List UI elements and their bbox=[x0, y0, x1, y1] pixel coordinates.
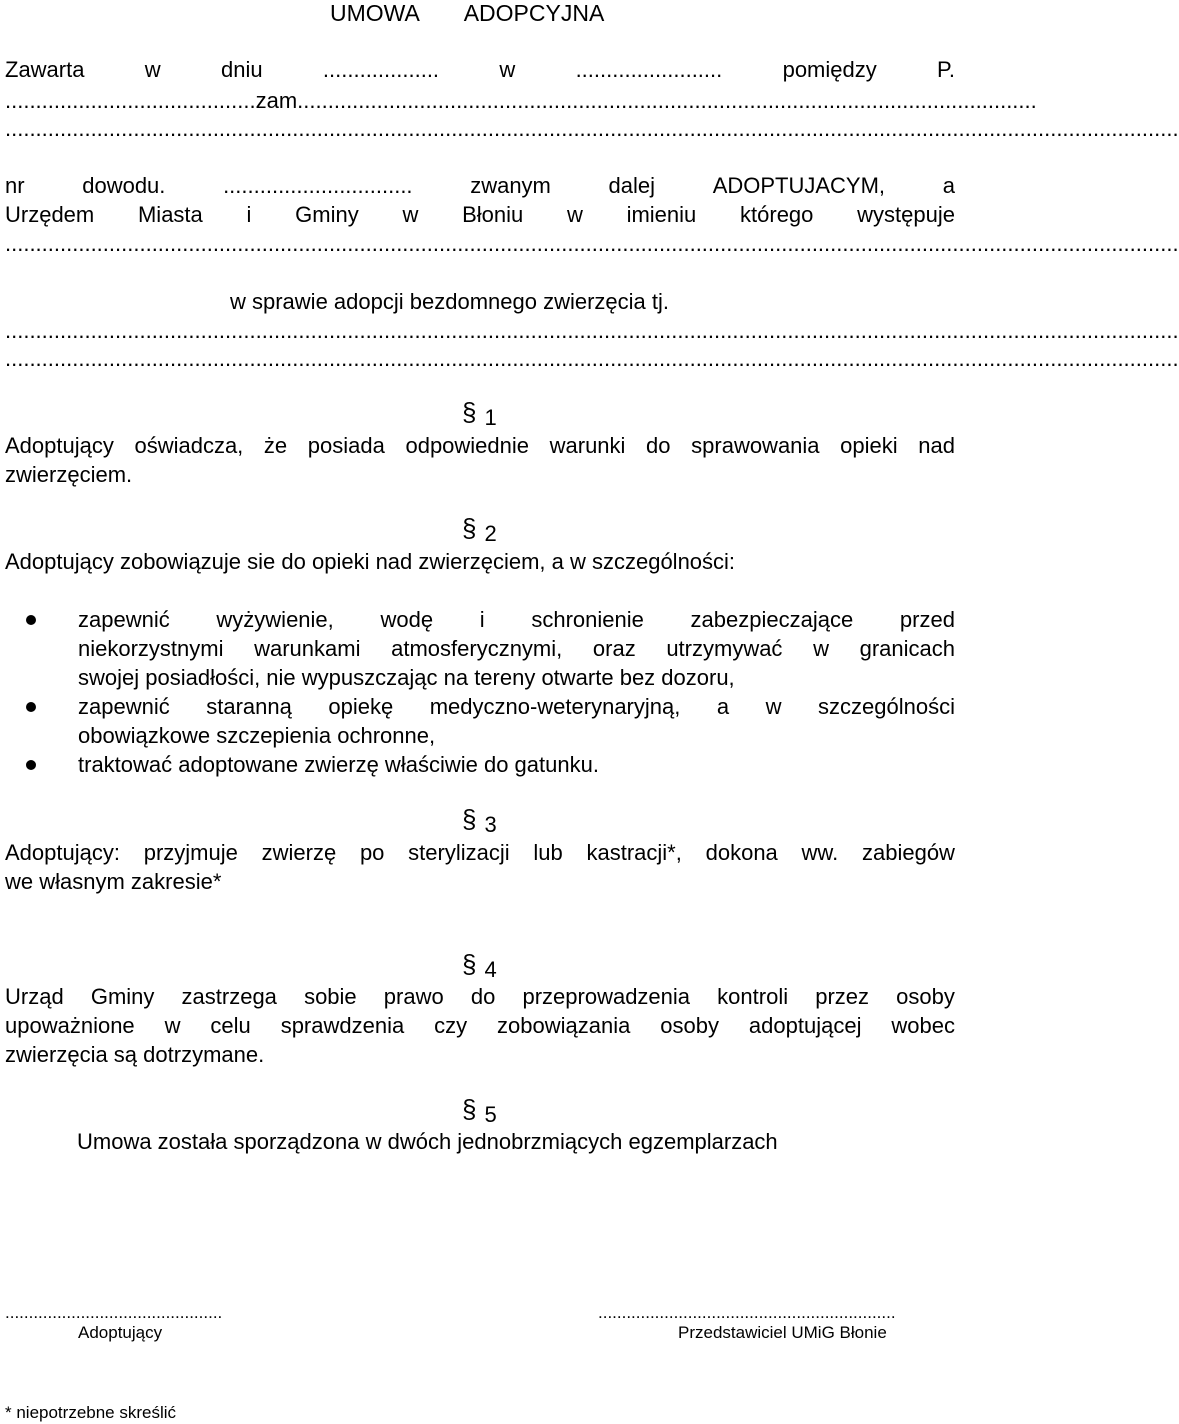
signature-label-adoptujacy: Adoptujący bbox=[78, 1323, 163, 1342]
word: do bbox=[470, 984, 496, 1009]
word: zobowiązania bbox=[497, 1013, 631, 1038]
word: w bbox=[144, 57, 161, 82]
word: upoważnione bbox=[5, 1013, 135, 1038]
word: przyjmuje bbox=[143, 840, 238, 865]
section-2-bullet-2-line-2: obowiązkowe szczepienia ochronne, bbox=[78, 723, 436, 748]
bullet-icon bbox=[26, 702, 36, 712]
word: zastrzega bbox=[181, 984, 277, 1009]
word: oraz bbox=[592, 636, 636, 661]
section-2-heading bbox=[462, 513, 497, 548]
section-number: 2 bbox=[484, 521, 497, 546]
word: ........................ bbox=[575, 57, 723, 82]
word: sprawowania bbox=[691, 433, 820, 458]
word: zwanym bbox=[470, 173, 551, 198]
word: wyżywienie, bbox=[216, 607, 334, 632]
word: że bbox=[263, 433, 288, 458]
word: celu bbox=[210, 1013, 251, 1038]
word: prawo bbox=[383, 984, 444, 1009]
word: staranną bbox=[206, 694, 292, 719]
intro-line-2: .........................................zam......................................................................................................................... bbox=[5, 88, 1037, 113]
section-number: 3 bbox=[484, 812, 497, 837]
word: Gminy bbox=[295, 202, 359, 227]
word: Gminy bbox=[90, 984, 155, 1009]
word: dowodu. bbox=[82, 173, 166, 198]
word: czy bbox=[434, 1013, 468, 1038]
word: pomiędzy bbox=[782, 57, 877, 82]
word: dokona bbox=[705, 840, 778, 865]
word: odpowiednie bbox=[405, 433, 530, 458]
section-symbol: § bbox=[462, 513, 477, 543]
word: w bbox=[499, 57, 516, 82]
word: Urzędem bbox=[5, 202, 95, 227]
section-3-line-1 bbox=[5, 839, 955, 867]
section-symbol: § bbox=[462, 949, 477, 979]
section-5-heading bbox=[462, 1094, 497, 1129]
word: opieki bbox=[840, 433, 898, 458]
word: którego bbox=[740, 202, 814, 227]
word: imieniu bbox=[626, 202, 697, 227]
bullet-icon bbox=[26, 760, 36, 770]
section-4-line-1 bbox=[5, 983, 955, 1011]
word: po bbox=[359, 840, 385, 865]
word: przez bbox=[815, 984, 870, 1009]
section-number: 4 bbox=[484, 957, 497, 982]
word: Zawarta bbox=[5, 57, 85, 82]
section-1-line-1 bbox=[5, 432, 955, 460]
word: lub bbox=[533, 840, 563, 865]
word: warunki bbox=[549, 433, 626, 458]
section-2-bullet-1-line-1 bbox=[78, 606, 955, 634]
word: a bbox=[716, 694, 730, 719]
footnote: * niepotrzebne skreślić bbox=[5, 1403, 177, 1422]
word: schronienie bbox=[531, 607, 644, 632]
word: szczególności bbox=[818, 694, 955, 719]
section-number: 1 bbox=[484, 405, 497, 430]
intro-line-6: ................................................................................................................................................................................................ bbox=[5, 231, 1179, 256]
word: w bbox=[566, 202, 583, 227]
word: w bbox=[164, 1013, 181, 1038]
word: Błoniu bbox=[462, 202, 524, 227]
intro-line-7: w sprawie adopcji bezdomnego zwierzęcia tj. bbox=[230, 289, 669, 314]
word: osoby bbox=[896, 984, 955, 1009]
section-2-bullet-3-line-1: traktować adoptowane zwierzę właściwie do gatunku. bbox=[78, 752, 599, 777]
section-1-heading bbox=[462, 397, 497, 432]
word: i bbox=[479, 607, 485, 632]
section-symbol: § bbox=[462, 804, 477, 834]
word: i bbox=[246, 202, 252, 227]
word: dniu bbox=[221, 57, 263, 82]
word: zwierzę bbox=[261, 840, 337, 865]
word: adoptującej bbox=[748, 1013, 862, 1038]
word: granicach bbox=[859, 636, 955, 661]
section-2-bullet-2-line-1 bbox=[78, 693, 955, 721]
section-2-bullet-1-line-3: swojej posiadłości, nie wypuszczając na tereny otwarte bez dozoru, bbox=[78, 665, 735, 690]
word: P. bbox=[937, 57, 955, 82]
signature-label-przedstawiciel: Przedstawiciel UMiG Błonie bbox=[678, 1323, 887, 1342]
word: w bbox=[402, 202, 419, 227]
word: oświadcza, bbox=[134, 433, 244, 458]
word: występuje bbox=[857, 202, 955, 227]
section-symbol: § bbox=[462, 1094, 477, 1124]
section-1-line-2: zwierzęciem. bbox=[5, 462, 133, 487]
word: kontroli bbox=[717, 984, 789, 1009]
section-2-bullet-1-line-2 bbox=[78, 635, 955, 663]
document-title: UMOWA ADOPCYJNA bbox=[330, 0, 605, 26]
word: przed bbox=[899, 607, 955, 632]
word: opiekę bbox=[328, 694, 394, 719]
section-4-heading bbox=[462, 949, 497, 984]
word: atmosferycznymi, bbox=[391, 636, 563, 661]
intro-line-8: ................................................................................................................................................................................................ bbox=[5, 318, 1179, 343]
section-4-line-3: zwierzęcia są dotrzymane. bbox=[5, 1042, 265, 1067]
word: posiada bbox=[307, 433, 385, 458]
word: ADOPTUJACYM, bbox=[712, 173, 886, 198]
section-2-intro: Adoptujący zobowiązuje sie do opieki nad zwierzęciem, a w szczególności: bbox=[5, 549, 736, 574]
word: zapewnić bbox=[78, 607, 170, 632]
word: dalej bbox=[608, 173, 656, 198]
word: Adoptujący bbox=[5, 433, 114, 458]
section-number: 5 bbox=[484, 1102, 497, 1127]
word: ............................... bbox=[223, 173, 413, 198]
word: ww. bbox=[801, 840, 839, 865]
section-3-line-2: we własnym zakresie* bbox=[5, 869, 222, 894]
signature-line-left: .............................................. bbox=[5, 1303, 223, 1322]
word: zabezpieczające bbox=[690, 607, 854, 632]
bullet-icon bbox=[26, 615, 36, 625]
section-5-line-1: Umowa została sporządzona w dwóch jednobrzmiących egzemplarzach bbox=[77, 1129, 778, 1154]
word: sprawdzenia bbox=[280, 1013, 405, 1038]
word: Urząd bbox=[5, 984, 64, 1009]
word: medyczno-weterynaryjną, bbox=[429, 694, 681, 719]
word: warunkami bbox=[254, 636, 361, 661]
intro-line-3: ................................................................................................................................................................................................ bbox=[5, 116, 1179, 141]
word: zapewnić bbox=[78, 694, 170, 719]
word: wobec bbox=[891, 1013, 955, 1038]
word: wodę bbox=[380, 607, 434, 632]
word: sobie bbox=[304, 984, 357, 1009]
word: Miasta bbox=[137, 202, 203, 227]
word: osoby bbox=[660, 1013, 719, 1038]
signature-line-right: ............................................................... bbox=[598, 1303, 896, 1322]
word: sterylizacji bbox=[408, 840, 510, 865]
word: do bbox=[646, 433, 671, 458]
word: nad bbox=[918, 433, 955, 458]
word: w bbox=[765, 694, 782, 719]
intro-line-1 bbox=[5, 56, 955, 84]
word: a bbox=[942, 173, 955, 198]
word: zabiegów bbox=[861, 840, 955, 865]
word: ................... bbox=[322, 57, 440, 82]
section-4-line-2 bbox=[5, 1012, 955, 1040]
section-3-heading bbox=[462, 804, 497, 839]
word: w bbox=[813, 636, 829, 661]
word: nr bbox=[5, 173, 25, 198]
word: niekorzystnymi bbox=[78, 636, 224, 661]
intro-line-9: ................................................................................................................................................................................................ bbox=[5, 346, 1179, 371]
word: przeprowadzenia bbox=[522, 984, 691, 1009]
intro-line-4 bbox=[5, 172, 955, 200]
intro-line-5 bbox=[5, 201, 955, 229]
word: Adoptujący: bbox=[5, 840, 120, 865]
word: utrzymywać bbox=[666, 636, 783, 661]
word: kastracji*, bbox=[586, 840, 682, 865]
section-symbol: § bbox=[462, 397, 477, 427]
